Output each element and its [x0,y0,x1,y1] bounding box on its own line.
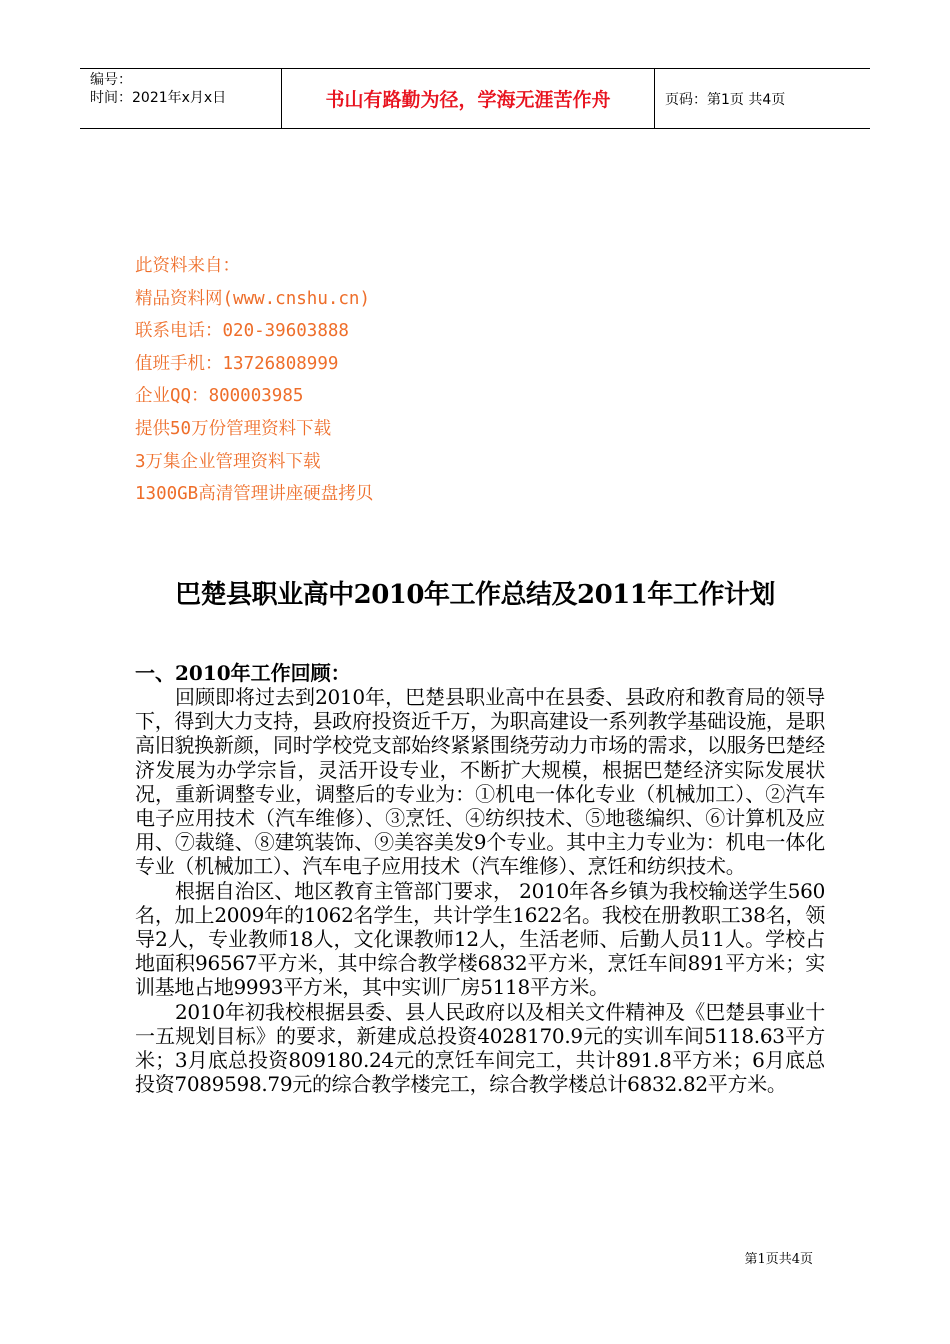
section-review [135,661,825,1096]
promo-line: 精品资料网(www.cnshu.cn) [135,288,371,309]
header-number-label: 编号： [90,72,132,88]
body-paragraph: 根据自治区、地区教育主管部门要求， 2010年各乡镇为我校输送学生560名，加上2009年的1062名学生，共计学生1622名。我校在册教职工38名，领导2人，专业教师18人，文化课教师12人，生活老师、后勤人员11人。学校占地面积96567平方米，其中综合教学楼6832平方米，烹饪车间891平方米；实训基地占地9993平方米，其中实训厂房5118平方米。 [135,878,825,1000]
promo-line: 联系电话：020-39603888 [135,321,349,342]
header-time-label: 时间：2021年x月x日 [90,90,227,106]
header-page-info: 页码：第1页 共4页 [665,91,786,108]
promo-line: 值班手机：13726808999 [135,353,339,374]
body-paragraph: 回顾即将过去到2010年，巴楚县职业高中在县委、县政府和教育局的领导下，得到大力支持，县政府投资近千万，为职高建设一系列教学基础设施，是职高旧貌换新颜，同时学校党支部始终紧紧围绕劳动力市场的需求，以服务巴楚经济发展为办学宗旨，灵活开设专业，不断扩大规模，根据巴楚经济实际发展状况，重新调整专业，调整后的专业为：①机电一体化专业（机械加工）、②汽车电子应用技术（汽车维修）、③烹饪、④纺织技术、⑤地毯编织、⑥计算机及应用、⑦裁缝、⑧建筑装饰、⑨美容美发9个专业。其中主力专业为：机电一体化专业（机械加工）、汽车电子应用技术（汽车维修）、烹饪和纺织技术。 [135,685,825,879]
footer-page-number: 第1页共4页 [744,1252,813,1267]
promo-line: 3万集企业管理资料下载 [135,451,321,472]
header-table [80,68,870,129]
document-title: 巴楚县职业高中2010年工作总结及2011年工作计划 [175,580,775,610]
promo-block [135,250,373,511]
promo-line: 企业QQ：800003985 [135,386,304,407]
body-paragraph: 2010年初我校根据县委、县人民政府以及相关文件精神及《巴楚县事业十一五规划目标》的要求，新建成总投资4028170.9元的实训车间5118.63平方米；3月底总投资809180.24元的烹饪车间完工，共计891.8平方米；6月底总投资7089598.79元的综合教学楼完工，综合教学楼总计6832.82平方米。 [135,999,825,1097]
promo-line: 1300GB高清管理讲座硬盘拷贝 [135,484,374,505]
section-heading: 一、2010年工作回顾： [135,661,351,685]
promo-line: 提供50万份管理资料下载 [135,418,332,439]
promo-line: 此资料来自： [135,256,240,276]
header-motto: 书山有路勤为径，学海无涯苦作舟 [282,69,655,128]
header-meta-cell [80,69,282,128]
